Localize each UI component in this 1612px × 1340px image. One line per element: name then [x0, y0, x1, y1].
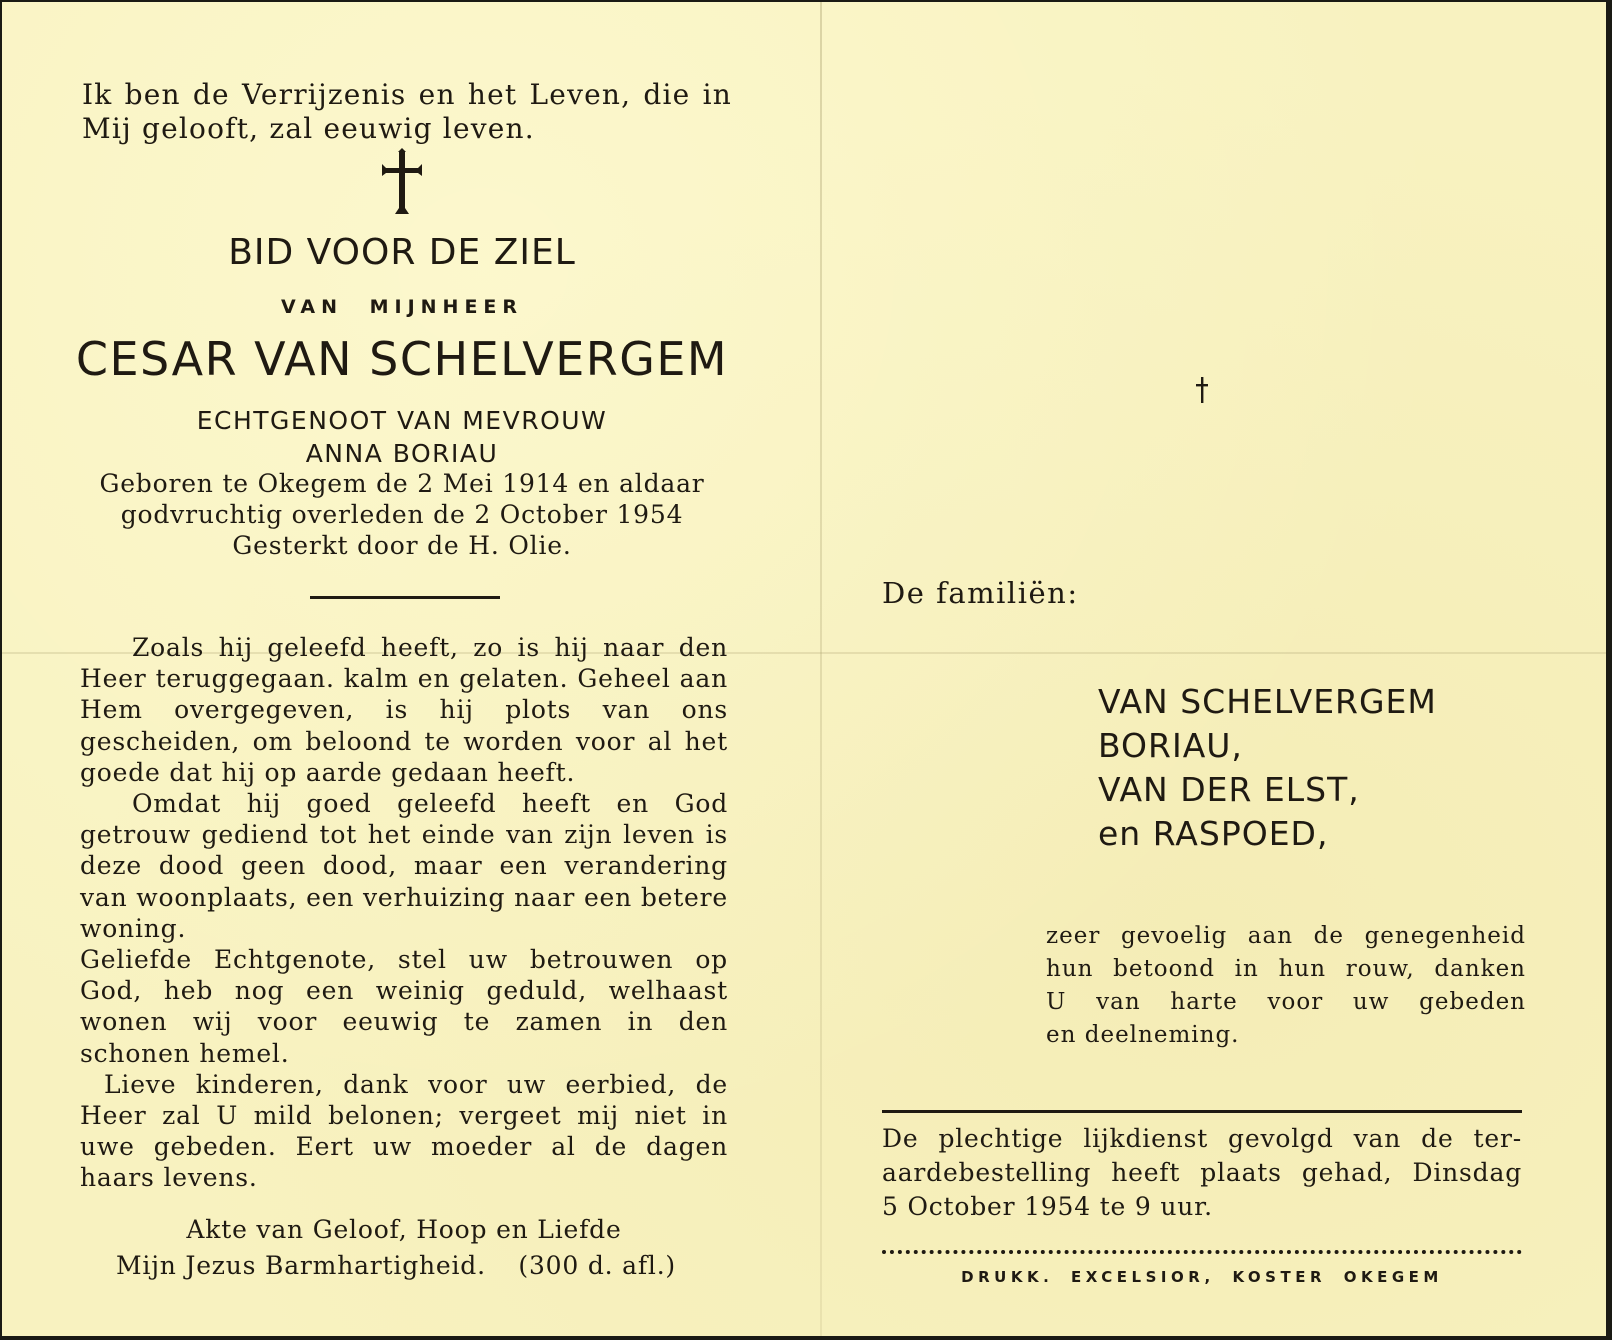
family-name: BORIAU,: [1098, 726, 1243, 765]
indulgence-note: (300 d. afl.): [518, 1251, 676, 1280]
thanks-line: hun betoond in hun rouw, danken: [1046, 956, 1526, 982]
vertical-fold-line: [820, 2, 822, 1336]
heading-pray-for-soul: BID VOOR DE ZIEL: [228, 232, 576, 273]
paragraph-2: Omdat hij goed geleefd heeft en God getrouw gediend tot het einde van zijn leven is deze dood geen dood, maar een verandering van woonplaats, een verhuizing naar een betere woning.: [80, 789, 728, 943]
scripture-quote: [82, 78, 732, 146]
divider-short: [310, 596, 500, 599]
funeral-line: 5 October 1954 te 9 uur.: [882, 1192, 1213, 1221]
divider-long: [882, 1110, 1522, 1113]
thanks-text: [1046, 920, 1526, 1052]
printer-credit: DRUKK. EXCELSIOR, KOSTER OKEGEM: [961, 1268, 1443, 1286]
spouse-line-1: ECHTGENOOT VAN MEVROUW: [196, 406, 608, 435]
born-line-1: Geboren te Okegem de 2 Mei 1914 en aldaar: [99, 469, 705, 498]
thanks-line: en deelneming.: [1046, 1022, 1240, 1048]
paragraph-1: Zoals hij geleefd heeft, zo is hij naar den Heer teruggegaan. kalm en gelaten. Geheel aan Hem overgegeven, is hij plots van ons gescheiden, om beloond te worden voor al het goede dat hij op aarde gedaan heeft.: [80, 633, 728, 787]
funeral-line: aardebestelling heeft plaats gehad, Dinsdag: [882, 1158, 1522, 1187]
family-name: en RASPOED,: [1098, 814, 1329, 853]
spouse-info: [82, 404, 722, 470]
prayer-mercy-line: [80, 1248, 728, 1284]
family-name: VAN DER ELST,: [1098, 770, 1360, 809]
born-line-3: Gesterkt door de H. Olie.: [232, 531, 572, 560]
paragraph-4: Lieve kinderen, dank voor uw eerbied, de Heer zal U mild belonen; vergeet mij niet in uwe gebeden. Eert uw moeder al de dagen haars levens.: [80, 1069, 728, 1193]
birth-death-info: [72, 468, 732, 561]
prayer-mercy: Mijn Jezus Barmhartigheid.: [116, 1251, 486, 1280]
families-label: De familiën:: [882, 576, 1079, 610]
memorial-card: [2, 2, 1606, 1336]
family-name: VAN SCHELVERGEM: [1098, 682, 1437, 721]
prayer-acts: Akte van Geloof, Hoop en Liefde: [186, 1215, 622, 1244]
quote-line-2: Mij gelooft, zal eeuwig leven.: [82, 112, 535, 145]
dotted-divider: [882, 1250, 1522, 1254]
born-line-2: godvruchtig overleden de 2 October 1954: [120, 500, 684, 529]
subheading-mister: VAN MIJNHEER: [280, 296, 524, 318]
funeral-notice: [882, 1122, 1522, 1224]
memorial-text: [80, 632, 728, 1194]
prayers: [80, 1212, 728, 1284]
dagger-cross-icon: [1195, 376, 1209, 404]
deceased-name: CESAR VAN SCHELVERGEM: [75, 332, 729, 386]
thanks-line: zeer gevoelig aan de genegenheid: [1046, 923, 1526, 949]
spouse-line-2: ANNA BORIAU: [305, 439, 499, 468]
funeral-line: De plechtige lijkdienst gevolgd van de ter-: [882, 1124, 1522, 1153]
family-names: [1098, 680, 1437, 856]
latin-cross-icon: [372, 148, 432, 218]
paragraph-3: Geliefde Echtgenote, stel uw betrouwen op God, heb nog een weinig geduld, welhaast wonen wij voor eeuwig te zamen in den schonen hemel.: [80, 945, 728, 1068]
thanks-line: U van harte voor uw gebeden: [1046, 989, 1526, 1015]
quote-line-1: Ik ben de Verrijzenis en het Leven, die in: [82, 78, 732, 111]
